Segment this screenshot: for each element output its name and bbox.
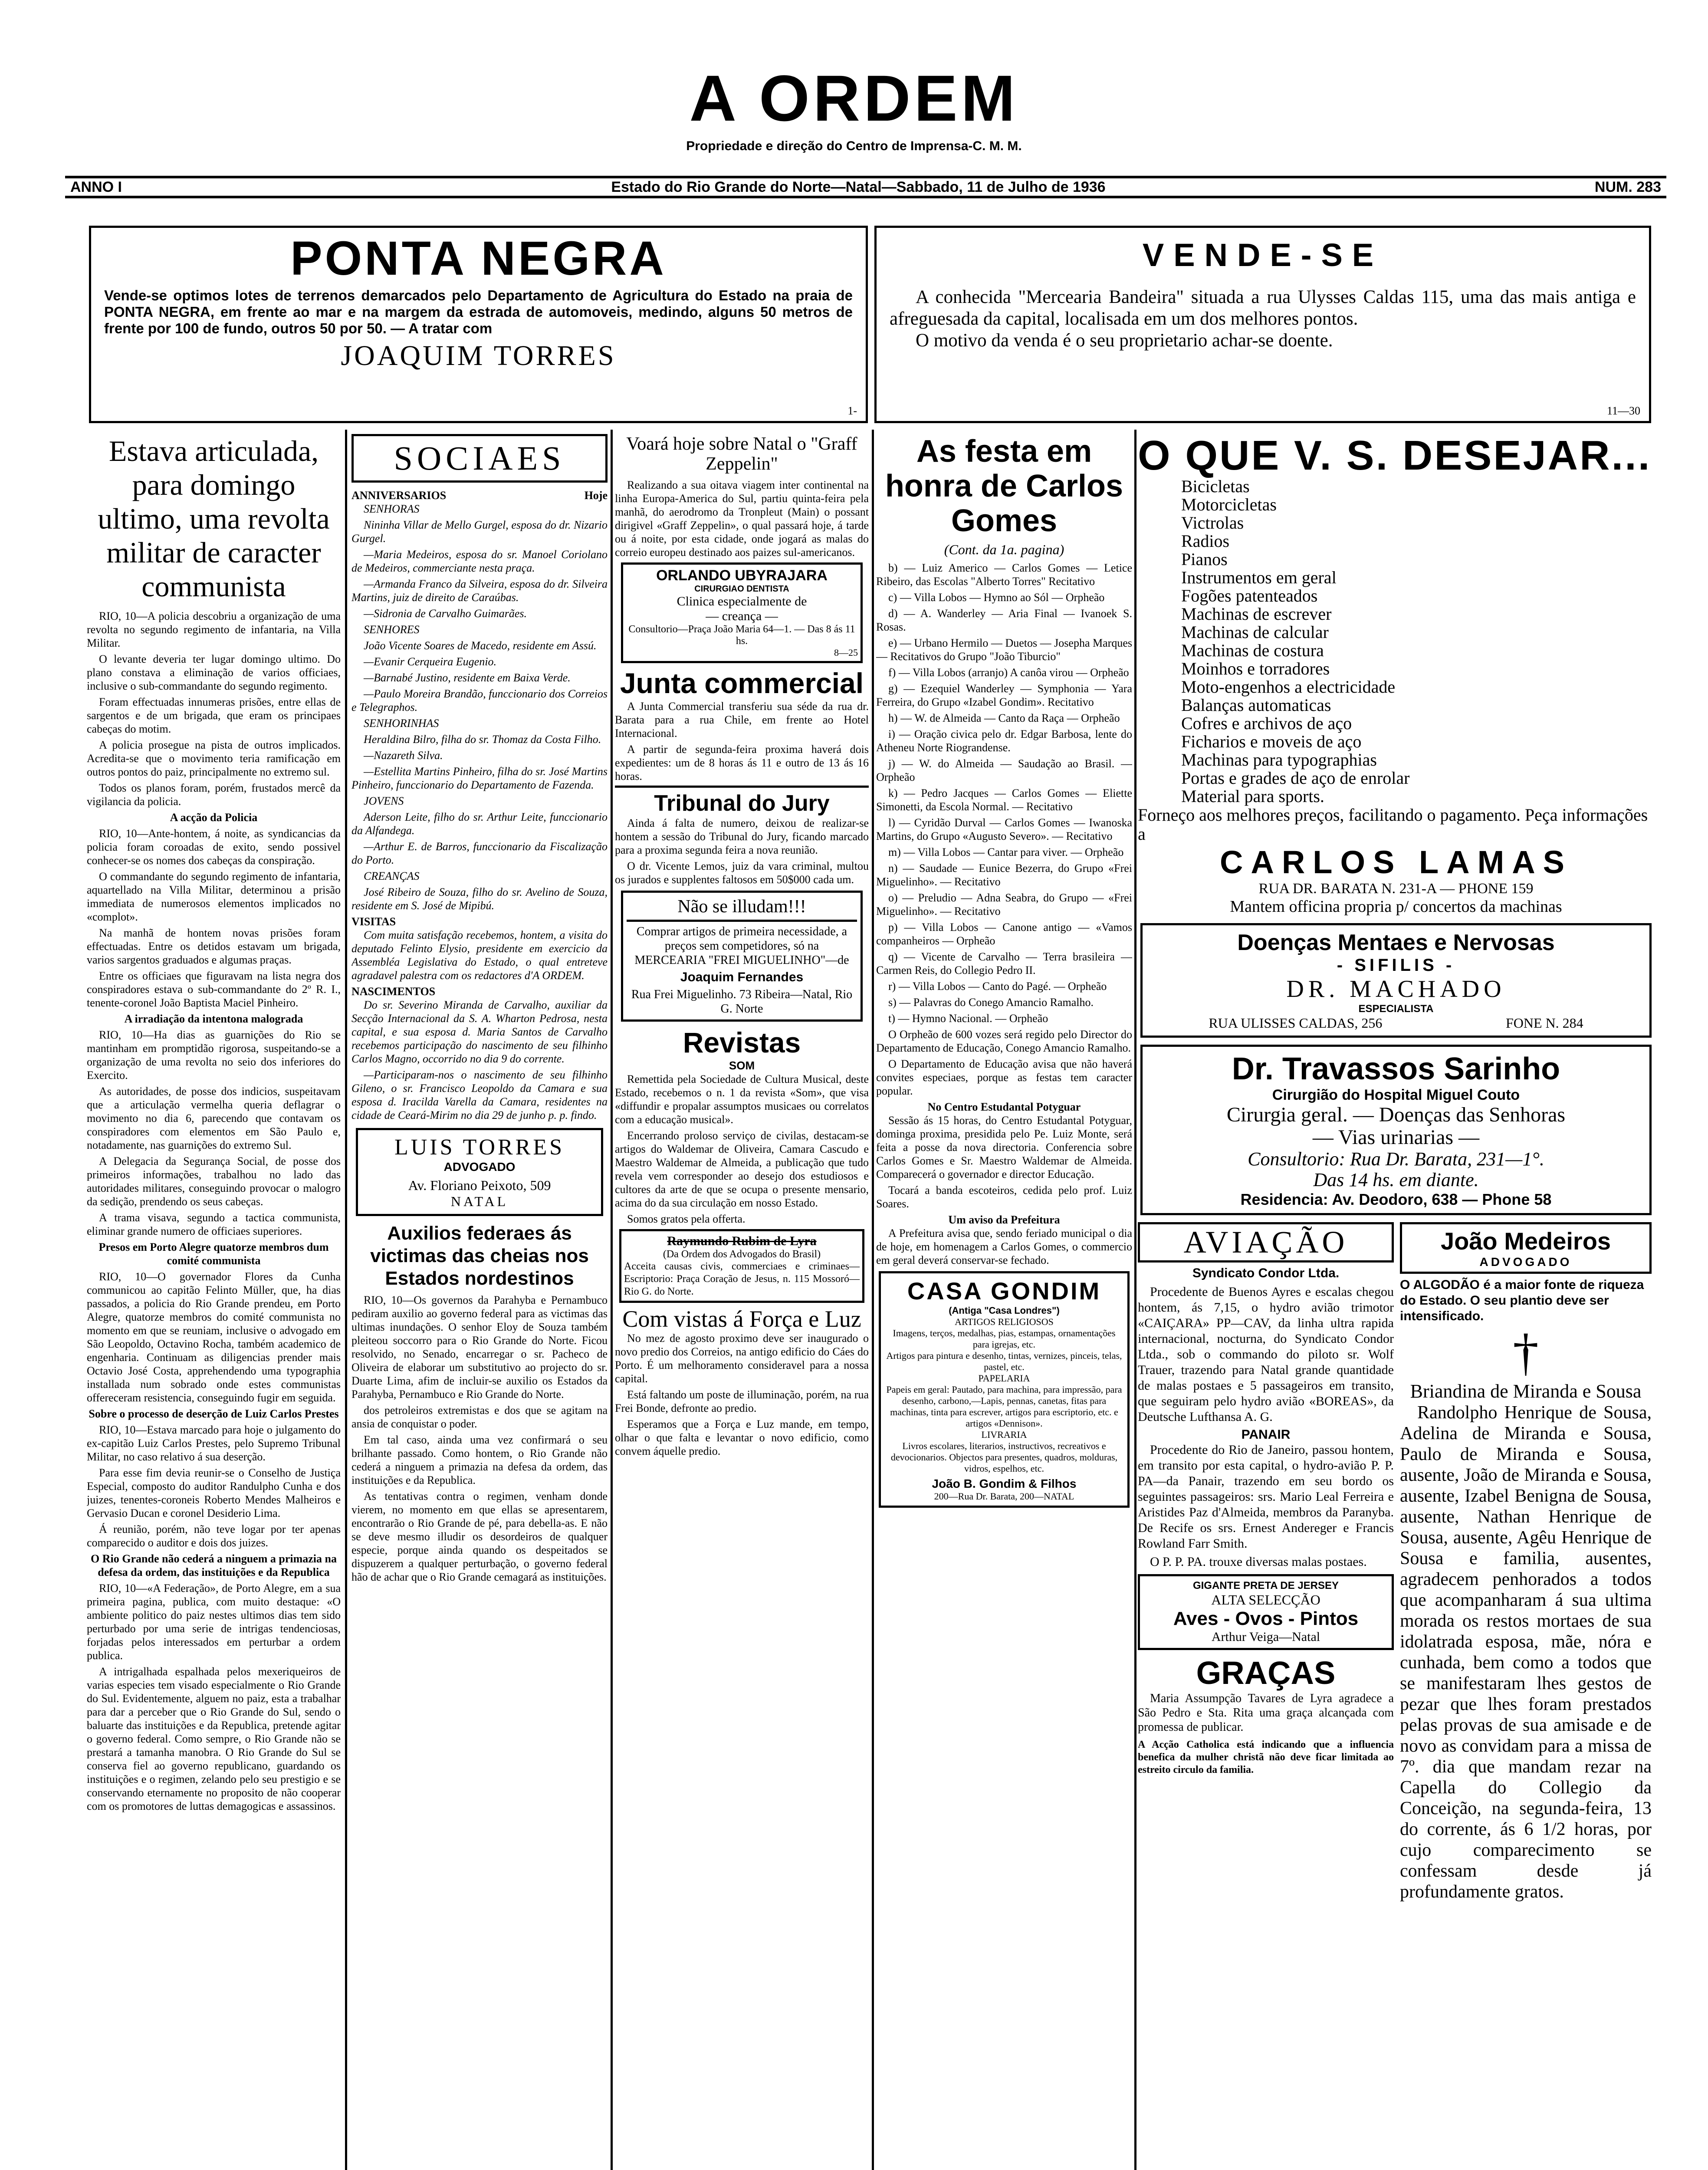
acao-catholica: A Acção Catholica está indicando que a influencia benefica da mulher christã não deve ficar limitada ao estreito circulo da familia. xyxy=(1138,1739,1394,1775)
ad-machado: Doenças Mentaes e Nervosas - SIFILIS - DR. MACHADO ESPECIALISTA RUA ULISSES CALDAS, 256 FONE N. 284 xyxy=(1140,923,1652,1038)
section-sociaes: SOCIAES xyxy=(351,434,608,483)
ad-vende-se xyxy=(874,226,1651,423)
ad-mederos: João Medeiros ADVOGADO xyxy=(1400,1222,1652,1274)
headline-desejar: O QUE V. S. DESEJAR... xyxy=(1138,434,1652,479)
headline-carlos-gomes: As festa em honra de Carlos Gomes xyxy=(885,434,1123,538)
ad-text: A conhecida "Mercearia Bandeira" situada a rua Ulysses Caldas 115, uma das mais antiga e afreguesada da capital, localisada em um dos melhores pontos. xyxy=(890,287,1636,329)
ad-lawyer: Raymundo Rubim de Lyra (Da Ordem dos Advogados do Brasil) Acceita causas civis, commerciaes e criminaes—Escriptorio: Praça Coração de Jesus, n. 115 Mossoró—Rio G. do Norte. xyxy=(619,1229,864,1303)
headline-zeppelin: Voará hoje sobre Natal o "Graff Zeppelin" xyxy=(626,434,857,474)
ad-code: 11—30 xyxy=(1606,404,1640,417)
obit-column: João Medeiros ADVOGADO O ALGODÃO é a maior fonte de riqueza do Estado. O seu plantio deve ser intensificado. † Briandina de Miranda e Sousa Randolpho Henrique de Sousa, Adelina de Miranda e Sousa, Paulo de Miranda e Sousa, ausente, João de Miranda e Sousa, ausente, Izabel Benigna de Sousa, ausente, Nathan Henrique de Sousa, ausente, Agêu Henrique de Sousa e familia, ausentes, agradecem penhorados a todos que acompanharam á sua ultima morada os restos mortaes de sua idolatrada esposa, mãe, nóra e cunhada, bem como a todos que se manifestaram lhes gestos de pezar que lhes foram prestados pelas provas de sua amisade e de novo as convidam para a missa de 7º. dia que mandam rezar na Capella do Collegio da Conceição, na segunda-feira, 13 do corrente, ás 6 1/2 horas, por cujo comparecimento se confessam desde já profundamente gratos. xyxy=(1400,1222,1652,1902)
headline-auxilios: Auxilios federaes ás victimas das cheias nos Estados nordestinos xyxy=(370,1223,589,1289)
cross-icon: † xyxy=(1513,1323,1539,1381)
year: ANNO I xyxy=(70,178,122,195)
ad-code: 1- xyxy=(847,404,857,417)
ad-luis-torres: LUIS TORRES ADVOGADO Av. Floriano Peixoto, 509 NATAL xyxy=(356,1128,603,1216)
subhead: O Rio Grande não cederá a ninguem a primazia na defesa da ordem, das instituições e da Republica xyxy=(91,1552,337,1578)
ad-mercearia: Não se illudam!!! Comprar artigos de primeira necessidade, a preços sem competidores, só na MERCEARIA "FREI MIGUELINHO"—de Joaquim Fernandes Rua Frei Miguelinho. 73 Ribeira—Natal, Rio G. Norte xyxy=(621,891,863,1022)
ad-contact: JOAQUIM TORRES xyxy=(341,340,616,372)
headline-tribunal: Tribunal do Jury xyxy=(654,791,830,816)
subhead: A irradiação da intentona malograda xyxy=(124,1013,303,1025)
ad-text-2: O motivo da venda é o seu proprietario achar-se doente. xyxy=(916,330,1333,351)
headline-revistas: Revistas xyxy=(683,1026,801,1059)
ad-casa-gondim: CASA GONDIM (Antiga "Casa Londres") ARTIGOS RELIGIOSOS Imagens, terços, medalhas, pias, estampas, ornamentações para igrejas, etc. Artigos para pintura e desenho, tintas, vernizes, pinceis, telas, pastel, etc. PAPELARIA Papeis em geral: Pautado, para machina, para impressão, para desenho, carbono,—Lapis, pennas, canetas, fitas para machinas, tinta para escrever, artigos para escriptorio, etc. e artigos «Dennison». LIVRARIA Livros escolares, literarios, instructivos, recreativos e devocionarios. Objectos para presentes, quadros, molduras, vidros, espelhos, etc. João B. Gondim & Filhos 200—Rua Dr. Barata, 200—NATAL xyxy=(879,1271,1130,1508)
column-3: Voará hoje sobre Natal o "Graff Zeppelin" Realizando a sua oitava viagem inter continental na linha Europa-America do Sul, partiu quinta-feira pela manhã, do aerodromo da Tronpleut (Main) o possant dirigivel «Graff Zeppelin», o qual passará hoje, á tarde ou á noite, por esta cidade, onde jogará as malas do correio europeu destinado aos paizes sul-americanos. ORLANDO UBYRAJARA CIRURGIAO DENTISTA Clinica especialmente de — creança — Consultorio—Praça João Maria 64—1. — Das 8 ás 11 hs. 8—25 Junta commercial A Junta Commercial transferiu sua séde da rua dr. Barata para a rua Chile, em frente ao Hotel Internacional. A partir de segunda-feira proxima haverá dois expedientes: um de 8 horas ás 11 e outro de 13 ás 16 horas. Tribunal do Jury Ainda á falta de numero, deixou de realizar-se hontem a sessão do Tribunal do Jury, ficando marcado para a proxima segunda feira a nova reunião. O dr. Vicente Lemos, juiz da vara criminal, multou os jurados e supplentes faltosos em 50$000 cada um. Não se illudam!!! Comprar artigos de primeira necessidade, a preços sem competidores, só na MERCEARIA "FREI MIGUELINHO"—de Joaquim Fernandes Rua Frei Miguelinho. 73 Ribeira—Natal, Rio G. Norte Revistas SOM Remettida pela Sociedade de Cultura Musical, deste Estado, recebemos o n. 1 da revista «Som», que visa «diffundir e propalar assumptos musicaes ou correlatos com a educação musical». Encerrando proloso serviço de civilas, destacam-se artigos do Waldemar de Oliveira, Camara Cascudo e Maestro Waldemar de Almeida, a publicação que tudo revela vem corresponder ao desejo dos estudiosos e cultores da arte de que se ocupa o presente mensario, acima do da sua circulação em nosso Estado. Somos gratos pela offerta. Raymundo Rubim de Lyra (Da Ordem dos Advogados do Brasil) Acceita causas civis, commerciaes e criminaes—Escriptorio: Praça Coração de Jesus, n. 115 Mossoró—Rio G. do Norte. Com vistas á Força e Luz No mez de agosto proximo deve ser inaugurado o novo predio dos Correios, na antigo edificio do Cáes do Porto. É um melhoramento consideravel para a nossa capital. Está faltando um poste de illuminação, porém, na rua Frei Bonde, defronte ao predio. Esperamos que a Força e Luz mande, em tempo, olhar o que falta e levantar o novo edificio, como convem áquelle predio. xyxy=(615,434,869,1457)
column-4: As festa em honra de Carlos Gomes (Cont. da 1a. pagina) b) — Luiz Americo — Carlos Gomes — Letice Ribeiro, das Escolas "Alberto Torres" Recitativo c) — Villa Lobos — Hymno ao Sól — Orpheão d) — A. Wanderley — Aria Final — Ivanoek S. Rosas. e) — Urbano Hermilo — Duetos — Josepha Marques — Recitativos do Grupo "João Tiburcio" f) — Villa Lobos (arranjo) A canôa virou — Orpheão g) — Ezequiel Wanderley — Symphonia — Yara Ferreira, do Grupo «Izabel Gondim». Recitativo h) — W. de Almeida — Canto da Raça — Orpheão i) — Oração civica pelo dr. Edgar Barbosa, lente do Atheneu Norte Riograndense. j) — W. do Almeida — Saudação ao Brasil. — Orpheão k) — Pedro Jacques — Carlos Gomes — Eliette Simonetti, da Escola Normal. — Recitativo l) — Cyridão Durval — Carlos Gomes — Iwanoska Martins, do Grupo «Augusto Severo». — Recitativo m) — Villa Lobos — Cantar para viver. — Orpheão n) — Saudade — Eunice Bezerra, do Grupo «Frei Miguelinho». — Recitativo o) — Preludio — Adna Seabra, do Grupo — «Frei Miguelinho». — Recitativo p) — Villa Lobos — Canone antigo — «Vamos companheiros — Orpheão q) — Vicente de Carvalho — Terra brasileira — Carmen Reis, do Collegio Pedro II. r) — Villa Lobos — Canto do Pagé. — Orpheão s) — Palavras do Conego Amancio Ramalho. t) — Hymno Nacional. — Orpheão O Orpheão de 600 vozes será regido pelo Director do Departamento de Educação, Conego Amancio Ramalho. O Departamento de Educação avisa que não haverá convites especiaes, porque as festas tem caracter popular. No Centro Estudantal Potyguar Sessão ás 15 horas, do Centro Estudantal Potyguar, dominga proxima, presidida pelo Pe. Luiz Monte, será feita a posse da nova directoria. Conferencia sobre Carlos Gomes e Sr. Maestro Waldemar de Almeida. Comparecerá o governador e director Educação. Tocará a banda escoteiros, cedida pelo prof. Luiz Soares. Um aviso da Prefeitura A Prefeitura avisa que, sendo feriado municipal o dia de hoje, em homenagem a Carlos Gomes, o commercio em geral deverá conservar-se fechado. CASA GONDIM (Antiga "Casa Londres") ARTIGOS RELIGIOSOS Imagens, terços, medalhas, pias, estampas, ornamentações para igrejas, etc. Artigos para pintura e desenho, tintas, vernizes, pinceis, telas, pastel, etc. PAPELARIA Papeis em geral: Pautado, para machina, para impressão, para desenho, carbono,—Lapis, pennas, canetas, fitas para machinas, tinta para escrever, artigos para escriptorio, etc. e artigos «Dennison». LIVRARIA Livros escolares, literarios, instructivos, recreativos e devocionarios. Objectos para presentes, quadros, molduras, vidros, espelhos, etc. João B. Gondim & Filhos 200—Rua Dr. Barata, 200—NATAL xyxy=(876,434,1132,2170)
masthead-title: A ORDEM xyxy=(689,62,1019,135)
ad-text: Vende-se optimos lotes de terrenos demarcados pelo Departamento de Agricultura do Estado na praia de PONTA NEGRA, em frente ao mar e na margem da estrada de automoveis, medindo, alguns 50 metros de frente por 100 de fundo, outros 50 por 50. — A tratar com xyxy=(104,287,853,336)
headline-forca-luz: Com vistas á Força e Luz xyxy=(622,1306,861,1332)
ad-orlando: ORLANDO UBYRAJARA CIRURGIAO DENTISTA Clinica especialmente de — creança — Consultorio—Praça João Maria 64—1. — Das 8 ás 11 hs. 8—25 xyxy=(621,562,863,663)
headline-junta: Junta commercial xyxy=(620,667,864,699)
product-list: Bicicletas Motorcicletas Victrolas Radios Pianos Instrumentos em geral Fogões patenteados Machinas de escrever Machinas de calcular Machinas de costura Moinhos e torradores Moto-engenhos a electricidade Balanças automaticas Cofres e archivos de aço Ficharios e moveis de aço Machinas para typographias Portas e grades de aço de enrolar Material para sports. xyxy=(1181,477,1410,806)
dateline-bar xyxy=(65,176,1666,198)
ad-jersey: GIGANTE PRETA DE JERSEY ALTA SELECÇÃO Aves - Ovos - Pintos Arthur Veiga—Natal xyxy=(1138,1574,1394,1650)
subhead: Sobre o processo de deserção de Luiz Carlos Prestes xyxy=(89,1407,339,1420)
aviacao-column: AVIAÇÃO Syndicato Condor Ltda. Procedente de Buenos Ayres e escalas chegou hontem, ás 7,15, o hydro avião trimotor «CAIÇARA» PP—CAV, da linha ultra rapida internacional, nocturna, do Syndicato Condor Ltda., sob o commando do piloto sr. Wolf Trauer, trazendo para Natal grande quantidade de malas postaes e 5 passageiros em transito, que seguiram pelo hydro avião «BOREAS», da Deutsche Lufthansa A. G. PANAIR Procedente do Rio de Janeiro, passou hontem, em transito por esta capital, o hydro-avião P. P. PA—da Panair, trazendo em seu bordo os seguintes passageiros: srs. Mario Leal Ferreira e Aristides Paz d'Almeida, membros da Paranyba. De Recife os srs. Ernest Andereger e Francis Rowland Farr Smith. O P. P. PA. trouxe diversas malas postaes. GIGANTE PRETA DE JERSEY ALTA SELECÇÃO Aves - Ovos - Pintos Arthur Veiga—Natal GRAÇAS Maria Assumpção Tavares de Lyra agradece a São Pedro e Sta. Rita uma graça alcançada com promessa de publicar. A Acção Catholica está indicando que a influencia benefica da mulher christã não deve ficar limitada ao estreito circulo da familia. xyxy=(1138,1222,1394,1902)
ad-title: PONTA NEGRA xyxy=(290,232,667,285)
ad-sarinho: Dr. Travassos Sarinho Cirurgião do Hospital Miguel Couto Cirurgia geral. — Doenças das Senhoras — Vias urinarias — Consultorio: Rua Dr. Barata, 231—1°. Das 14 hs. em diante. Residencia: Av. Deodoro, 638 — Phone 58 xyxy=(1140,1045,1652,1215)
masthead-subtitle: Propriedade e direção do Centro de Imprensa-C. M. M. xyxy=(686,139,1022,153)
issue-number: NUM. 283 xyxy=(1594,178,1661,195)
column-1: Estava articulada, para domingo ultimo, uma revolta militar de caracter communista RIO, 10—A policia descobriu a organização de uma revolta no segundo regimento de infantaria, na Villa Militar. O levante deveria ter lugar domingo ultimo. Do plano constava a eliminação de varios officiaes, inclusive o sub-commandante do segundo regimento. Foram effectuadas innumeras prisões, entre ellas de sargentos e de um brigada, que eram os principaes cabeças do motim. A policia prosegue na pista de outros implicados. Acredita-se que o movimento teria ramificação em outros pontos do paiz, principalmente no extremo sul. Todos os planos foram, porém, frustados mercê da vigilancia da policia. A acção da Policia RIO, 10—Ante-hontem, á noite, as syndicancias da policia foram coroadas de exito, sendo possivel conhecer-se os nomes dos cabeças da conspiração. O commandante do segundo regimento de infantaria, aquartellado na Villa Militar, determinou a prisão immediata de numerosos elementos implicados no «complot». Na manhã de hontem novas prisões foram effectuadas. Entre os detidos estavam um brigada, varios sargentos graduados e algumas praças. Entre os officiaes que figuravam na lista negra dos conspiradores estava o sub-commandante do 2º R. I., tenente-coronel João Baptista Maciel Pinheiro. A irradiação da intentona malograda RIO, 10—Ha dias as guarnições do Rio se mantinham em promptidão rigorosa, suspeitando-se a organização de uma revolta no seio dos inferiores do Exercito. As autoridades, de posse dos indicios, suspeitavam que a articulação vermelha queria deflagrar o movimento no dia 6, parecendo que contavam os conspiradores com elementos em São Paulo e, notadamente, nas guarnições do extremo Sul. A Delegacia da Segurança Social, de posse dos primeiros informações, trabalhou no lado das autoridades militares, conseguindo provocar o malogro da sedição, prendendo os seus cabeças. A trama visava, segundo a tactica communista, eliminar grande numero de officiaes superiores. Presos em Porto Alegre quatorze membros dum comité communista RIO, 10—O governador Flores da Cunha communicou ao capitão Felinto Müller, que, ha dias passados, a policia do Rio Grande prendeu, em Porto Alegre, quatorze membros do comité communista no momento em que se reuniam, inclusive o advogado em São Leopoldo, Octavino Rocha, também academico de engenharia. Continuam as diligencias prender mais Octavio José Costa, apprehendendo uma typographia installada num sobrado onde estes communistas offereceram resistencia, conseguindo fugir em seguida. Sobre o processo de deserção de Luiz Carlos Prestes RIO, 10—Estava marcado para hoje o julgamento do ex-capitão Luiz Carlos Prestes, pelo Supremo Tribunal Militar, no caso relativo á sua deserção. Para esse fim devia reunir-se o Conselho de Justiça Especial, composto do auditor Randulpho Cunha e dos juizes, tenentes-coroneis Roberto Mendes Malheiros e Gervasio Ducan e coronel Desiderio Lima. Á reunião, porém, não teve logar por ter apenas comparecido o auditor e dois dos juizes. O Rio Grande não cederá a ninguem a primazia na defesa da ordem, das instituições e da Republica RIO, 10—«A Federação», de Porto Alegre, em a sua primeira pagina, publica, com muito destaque: «O ambiente politico do paiz nestes ultimos dias tem sido perturbado por uma serie de intrigas tendenciosas, forjadas pelos interessados em perturbar a ordem publica. A intrigalhada espalhada pelos mexeriqueiros de varias especies tem visado especialmente o Rio Grande do Sul. Evidentemente, alguem no paiz, esta a trabalhar para dar a perceber que o Rio Grande do Sul, sendo o baluarte das instituições e da Republica, pretende agitar o governo federal. Como sempre, o Rio Grande não se prestará a tamanha manobra. O Rio Grande do Sul se conserva fiel ao governo republicano, guardando os instituições e o regimen, zelando pelo seu prestigio e se conservando eternamente no proposito de não cooperar com os promotores de luttas demagogicas e assassinos. xyxy=(87,434,341,1812)
ad-ponta-negra xyxy=(89,226,868,423)
subhead: A acção da Policia xyxy=(170,811,258,824)
headline-revolta: Estava articulada, para domingo ultimo, uma revolta militar de caracter communista xyxy=(98,434,330,603)
column-5: O QUE V. S. DESEJAR... Bicicletas Motorcicletas Victrolas Radios Pianos Instrumentos em geral Fogões patenteados Machinas de escrever Machinas de calcular Machinas de costura Moinhos e torradores Moto-engenhos a electricidade Balanças automaticas Cofres e archivos de aço Ficharios e moveis de aço Machinas para typographias Portas e grades de aço de enrolar Material para sports. Forneço aos melhores preços, facilitando o pagamento. Peça informações a CARLOS LAMAS RUA DR. BARATA N. 231-A — PHONE 159 Mantem officina propria p/ concertos da machinas Doenças Mentaes e Nervosas - SIFILIS - DR. MACHADO ESPECIALISTA RUA ULISSES CALDAS, 256 FONE N. 284 Dr. Travassos Sarinho Cirurgião do Hospital Miguel Couto Cirurgia geral. — Doenças das Senhoras — Vias urinarias — Consultorio: Rua Dr. Barata, 231—1°. Das 14 hs. em diante. Residencia: Av. Deodoro, 638 — Phone 58 AVIAÇÃO Syndicato Condor Ltda. Procedente de Buenos Ayres e escalas chegou hontem, ás 7,15, o hydro avião trimotor «CAIÇARA» PP—CAV, da linha ultra rapida internacional, nocturna, do Syndicato Condor Ltda., sob o commando do piloto sr. Wolf Trauer, trazendo para Natal grande quantidade de malas postaes e 5 passageiros em transito, que seguiram pelo hydro avião «BOREAS», da Deutsche Lufthansa A. G. PANAIR Procedente do Rio de Janeiro, passou hontem, em transito por esta capital, o hydro-avião P. P. PA—da Panair, trazendo em seu bordo os seguintes passageiros: srs. Mario Leal Ferreira e Aristides Paz d'Almeida, membros da Paranyba. De Recife os srs. Ernest Andereger e Francis Rowland Farr Smith. O P. P. PA. trouxe diversas malas postaes. GIGANTE PRETA DE JERSEY ALTA SELECÇÃO Aves - Ovos - Pintos Arthur Veiga—Natal GRAÇAS Maria Assumpção Tavares de Lyra agradece a São Pedro e Sta. Rita uma graça alcançada com promessa de publicar. A Acção Catholica está indicando que a influencia benefica da mulher christã não deve ficar limitada ao estreito circulo da familia. João Medeiros ADVOGADO O ALGODÃO é a maior fonte de riqueza do Estado. O seu plantio deve ser intensificado. † Briandina de Miranda e Sousa Randolpho Henrique de Sousa, Adelina de Miranda e Sousa, Paulo de Miranda e Sousa, ausente, João de Miranda e Sousa, ausente, Izabel Benigna de Sousa, ausente, Nathan Henrique de Sousa, ausente, Agêu Henrique de Sousa e familia, ausentes, agradecem penhorados a todos que acompanharam á sua ultima morada os restos mortaes de sua idolatrada esposa, mãe, nóra e cunhada, bem como a todos que se manifestaram lhes gestos de pezar que lhes foram prestados pelas provas de sua amisade e de novo as convidam para a missa de 7º. dia que mandam rezar na Capella do Collegio da Conceição, na segunda-feira, 13 do corrente, ás 6 1/2 horas, por cujo comparecimento se confessam desde já profundamente gratos. xyxy=(1138,434,1654,2170)
dateline: Estado do Rio Grande do Norte—Natal—Sabbado, 11 de Julho de 1936 xyxy=(611,178,1106,195)
column-2: SOCIAES ANNIVERSARIOS Hoje SENHORAS Nininha Villar de Mello Gurgel, esposa do dr. Nizario Gurgel. —Maria Medeiros, esposa do sr. Manoel Coriolano de Medeiros, commerciante nesta praça. —Armanda Franco da Silveira, esposa do dr. Silveira Martins, juiz de direito de Caraúbas. —Sidronia de Carvalho Guimarães. SENHORES João Vicente Soares de Macedo, residente em Assú. —Evanir Cerqueira Eugenio. —Barnabé Justino, residente em Baixa Verde. —Paulo Moreira Brandão, funccionario dos Correios e Telegraphos. SENHORINHAS Heraldina Bilro, filha do sr. Thomaz da Costa Filho. —Nazareth Silva. —Estellita Martins Pinheiro, filha do sr. José Martins Pinheiro, funccionario do Departamento de Fazenda. JOVENS Aderson Leite, filho do sr. Arthur Leite, funccionario da Alfandega. —Arthur E. de Barros, funccionario da Fiscalização do Porto. CREANÇAS José Ribeiro de Souza, filho do sr. Avelino de Souza, residente em S. José de Mipibú. VISITAS Com muita satisfação recebemos, hontem, a visita do deputado Felinto Elysio, presidente em exercicio da Assembléa Legislativa do Estado, o qual entreteve agradavel palestra com os redactores d'A ORDEM. NASCIMENTOS Do sr. Severino Miranda de Carvalho, auxiliar da Secção Internacional da S. A. Wharton Pedrosa, nesta capital, e sua esposa d. Maria Santos de Carvalho recebemos participação do nascimento de seu filhinho Carlos Magno, occorrido no dia 9 do corrente. —Participaram-nos o nascimento de seu filhinho Gileno, o sr. Francisco Leopoldo da Camara e sua esposa d. Iracilda Varella da Camara, residentes na cidade de Ceará-Mirim no dia 29 de junho p. p. findo. LUIS TORRES ADVOGADO Av. Floriano Peixoto, 509 NATAL Auxilios federaes ás victimas das cheias nos Estados nordestinos RIO, 10—Os governos da Parahyba e Pernambuco pediram auxilio ao governo federal para as victimas das ultimas inundações. O senhor Eloy de Souza também pleiteou soccorro para o Rio Grande do Norte. Ficou resolvido, no Senado, encarregar o sr. Pacheco de Oliveira de elaborar um substitutivo ao projecto do sr. Duarte Lima, afim de incluir-se auxilio os Estados da Parahyba, Pernambuco e Rio Grande do Norte. dos petroleiros extremistas e dos que se agitam na ansia de conquistar o poder. Em tal caso, ainda uma vez confirmará o seu brilhante passado. Como hontem, o Rio Grande não cederá a ninguem a primazia na defesa da ordem, das instituições e da Republica. As tentativas contra o regimen, venham donde vierem, no momento em que ellas se apresentarem, encontrarão o Rio Grande de pé, para debella-as. E não se deve mesmo illudir os desordeiros de qualquer especie, porque ainda quando os despeitados se dispuzerem a qualquer perturbação, o governo federal hão de achar que o Rio Grande cemagará as instituições. xyxy=(351,434,608,2170)
ad-title: VENDE-SE xyxy=(1142,237,1383,273)
subhead: Presos em Porto Alegre quatorze membros dum comité communista xyxy=(99,1241,329,1267)
